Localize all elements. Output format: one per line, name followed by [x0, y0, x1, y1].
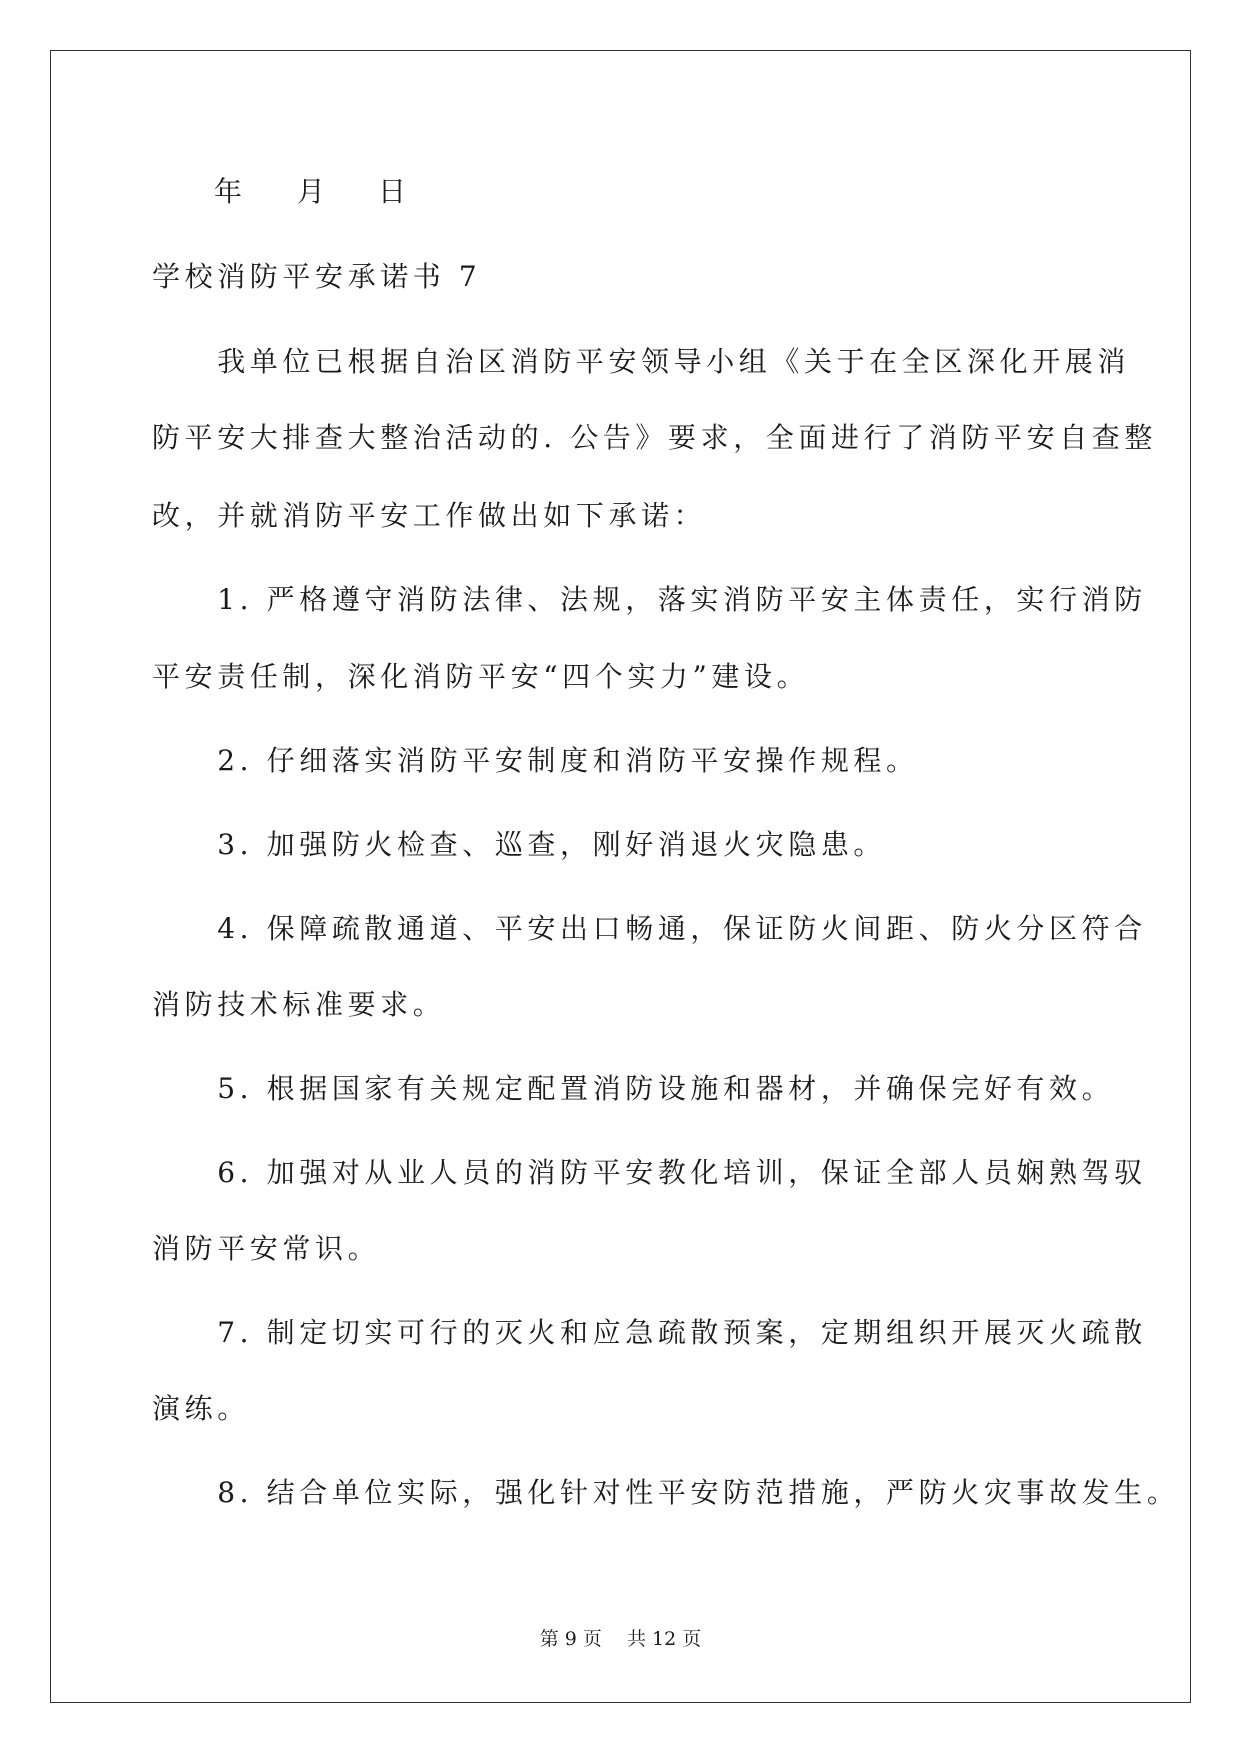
date-month: 月	[297, 175, 326, 208]
commitment-item-8: 8. 结合单位实际，强化针对性平安防范措施，严防火灾事故发生。	[152, 1476, 1180, 1509]
intro-line: 防平安大排查大整治活动的. 公告》要求，全面进行了消防平安自查整	[152, 421, 1158, 454]
commitment-item-1: 1. 严格遵守消防法律、法规，落实消防平安主体责任，实行消防	[152, 583, 1147, 616]
intro-line: 我单位已根据自治区消防平安领导小组《关于在全区深化开展消	[152, 345, 1131, 378]
commitment-item-5: 5. 根据国家有关规定配置消防设施和器材，并确保完好有效。	[152, 1072, 1115, 1105]
date-year: 年	[214, 175, 243, 208]
commitment-item-7: 7. 制定切实可行的灭火和应急疏散预案，定期组织开展灭火疏散	[152, 1316, 1147, 1349]
commitment-item-6: 6. 加强对从业人员的消防平安教化培训，保证全部人员娴熟驾驭	[152, 1156, 1147, 1189]
page-border	[50, 50, 1191, 1703]
commitment-item-7-cont: 演练。	[152, 1392, 250, 1425]
date-day: 日	[378, 175, 407, 208]
commitment-item-3: 3. 加强防火检查、巡查，刚好消退火灾隐患。	[152, 828, 887, 861]
commitment-item-4-cont: 消防技术标准要求。	[152, 988, 446, 1021]
page-number-footer: 第 9 页 共 12 页	[539, 1628, 702, 1650]
commitment-item-6-cont: 消防平安常识。	[152, 1232, 381, 1265]
commitment-item-4: 4. 保障疏散通道、平安出口畅通，保证防火间距、防火分区符合	[152, 912, 1147, 945]
document-title: 学校消防平安承诺书 7	[152, 260, 482, 293]
commitment-item-1-cont: 平安责任制，深化消防平安“四个实力”建设。	[152, 660, 810, 693]
intro-line: 改，并就消防平安工作做出如下承诺：	[152, 499, 707, 532]
commitment-item-2: 2. 仔细落实消防平安制度和消防平安操作规程。	[152, 744, 919, 777]
